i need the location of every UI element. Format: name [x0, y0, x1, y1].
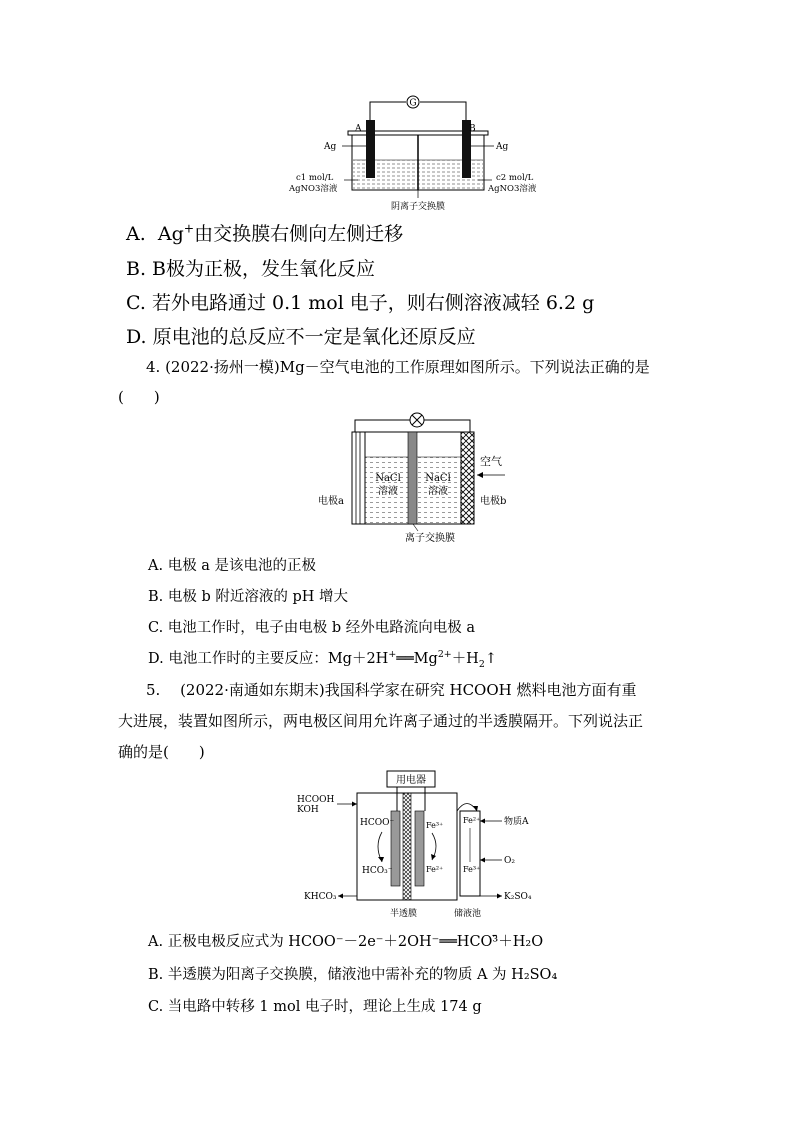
sol-left-name: AgNO3溶液: [289, 184, 338, 194]
figure-2-mg-air-battery: [310, 405, 530, 545]
figure-1-cell-diagram: [282, 90, 552, 215]
k2so4-label: K₂SO₄: [504, 892, 532, 902]
fe2-right-label: Fe²⁺: [463, 816, 481, 825]
hcooh-label: HCOOH: [297, 795, 335, 805]
sol-right-name: AgNO3溶液: [488, 184, 537, 194]
device-label: 用电器: [396, 775, 426, 786]
q3-option-c: C. 若外电路通过 0.1 mol 电子，则右侧溶液减轻 6.2 g: [126, 292, 595, 314]
ion-exchange-membrane: [408, 432, 417, 524]
fe2-mid-label: Fe²⁺: [426, 865, 444, 874]
q5-stem-line2: 大进展，装置如图所示，两电极区间用允许离子通过的半透膜隔开。下列说法正: [118, 712, 644, 730]
galvanometer-label: G: [409, 98, 417, 109]
membrane-label-2: 离子交换膜: [405, 533, 455, 544]
o2-label: O₂: [504, 856, 515, 866]
nacl-right-2: 溶液: [428, 486, 448, 497]
figure-3-hcooh-fuel-cell: [292, 766, 562, 921]
q4-option-d: D. 电池工作时的主要反应：$Mg+2H^+══Mg^{2+}+H_2↑$: [148, 649, 497, 670]
ag-right-label: Ag: [496, 142, 509, 152]
nacl-right-1: NaCl: [425, 473, 451, 484]
ag-left-label: Ag: [324, 142, 337, 152]
fe3-top-label: Fe³⁺: [426, 821, 444, 830]
q3-option-a: A. Ag+由交换膜右侧向左侧迁移: [126, 221, 404, 245]
air-label: 空气: [480, 455, 502, 468]
electrode-a-label: 电极a: [318, 496, 344, 507]
substance-a-label: 物质A: [504, 817, 529, 827]
nacl-left-1: NaCl: [375, 473, 401, 484]
q4-option-b: B. 电极 b 附近溶液的 pH 增大: [148, 589, 349, 605]
label-b: B: [469, 124, 476, 134]
q5-option-a: A. 正极电极反应式为 HCOO⁻－2e⁻＋2OH⁻══HCO³̄＋H₂O: [148, 934, 544, 950]
q4-option-c: C. 电池工作时，电子由电极 b 经外电路流向电极 a: [148, 620, 476, 636]
q4-option-a: A. 电极 a 是该电池的正极: [148, 558, 317, 574]
q5-stem-line3: 确的是( ): [118, 743, 205, 761]
khco3-label: KHCO₃: [304, 892, 337, 902]
electrode-b-air: [461, 432, 474, 524]
q5-option-b: B. 半透膜为阳离子交换膜，储液池中需补充的物质 A 为 H₂SO₄: [148, 967, 558, 983]
hco3-label: HCO₃⁻: [362, 866, 393, 876]
hcoo-label: HCOO⁻: [360, 818, 395, 828]
tank-label: 储液池: [454, 909, 482, 919]
nacl-left-2: 溶液: [378, 486, 398, 497]
sol-right-conc: c2 mol/L: [496, 173, 534, 183]
koh-label: KOH: [297, 805, 319, 815]
q4-stem-line2: ( ): [118, 388, 160, 406]
q3-option-b: B. B极为正极，发生氧化反应: [126, 258, 376, 280]
label-a: A: [355, 124, 362, 134]
q3-option-d: D. 原电池的总反应不一定是氧化还原反应: [126, 326, 476, 348]
membrane-label-3: 半透膜: [390, 909, 418, 919]
fe3-right-label: Fe³⁺: [463, 865, 481, 874]
semi-permeable-membrane: [403, 793, 411, 900]
electrode-b-label: 电极b: [480, 496, 507, 507]
electrode-a: [366, 120, 375, 178]
membrane-label: 阴离子交换膜: [390, 202, 446, 212]
q5-stem-line1: 5. (2022·南通如东期末)我国科学家在研究 HCOOH 燃料电池方面有重: [146, 681, 637, 699]
q4-stem-line1: 4. (2022·扬州一模)Mg－空气电池的工作原理如图所示。下列说法正确的是: [146, 358, 650, 376]
q5-option-c: C. 当电路中转移 1 mol 电子时，理论上生成 174 g: [148, 999, 482, 1015]
sol-left-conc: c1 mol/L: [296, 173, 334, 183]
